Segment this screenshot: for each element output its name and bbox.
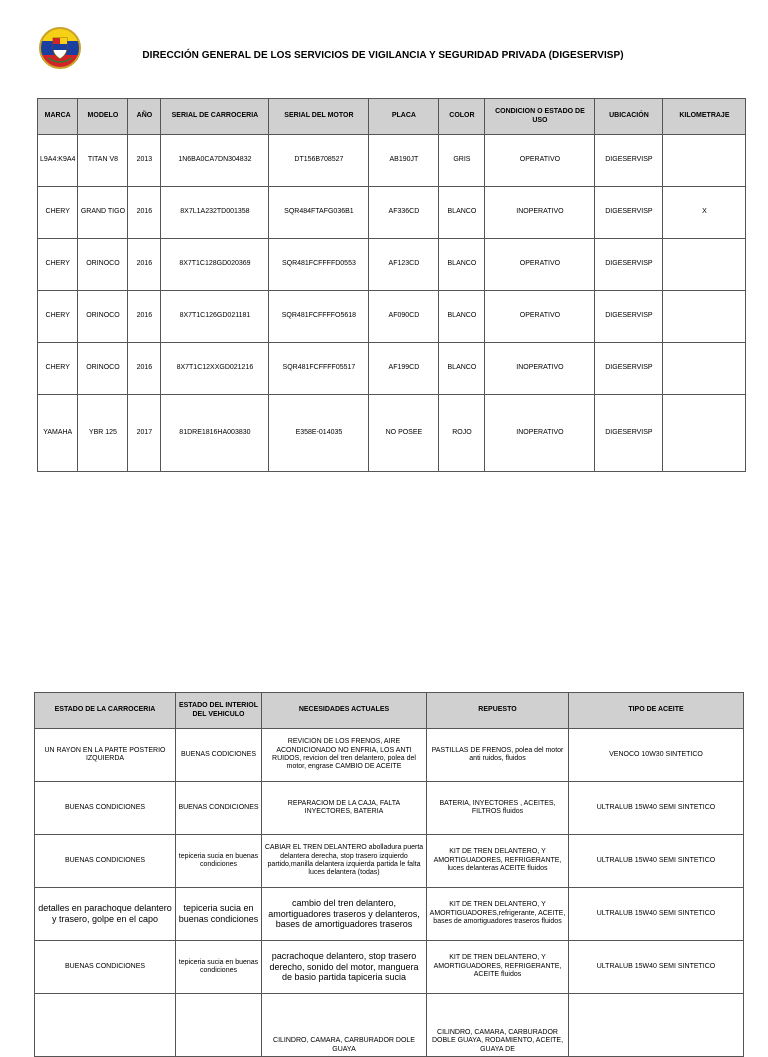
cell-necesidades: cambio del tren delantero, amortiguadores traseros y delanteros, bases de amortiguadores traseros bbox=[262, 888, 427, 941]
cell-estado-interior bbox=[176, 994, 262, 1057]
cell-ano: 2013 bbox=[128, 135, 161, 187]
cell-modelo: ORINOCO bbox=[78, 343, 128, 395]
cell-tipo-aceite: ULTRALUB 15W40 SEMI SINTETICO bbox=[569, 941, 744, 994]
vehicle-condition-table bbox=[34, 692, 744, 1057]
cell-estado-carroceria: BUENAS CONDICIONES bbox=[35, 782, 176, 835]
cell-condicion: OPERATIVO bbox=[485, 239, 595, 291]
cell-color: ROJO bbox=[439, 395, 485, 472]
header-serial-motor: SERIAL DEL MOTOR bbox=[269, 99, 369, 135]
cell-ano: 2016 bbox=[128, 187, 161, 239]
table-row bbox=[35, 782, 744, 835]
cell-estado-carroceria: detalles en parachoque delantero y trasero, golpe en el capo bbox=[35, 888, 176, 941]
cell-serial-motor: DT156B708527 bbox=[269, 135, 369, 187]
cell-repuesto: KIT DE TREN DELANTERO, Y AMORTIGUADORES, REFRIGERANTE, luces delanteras ACEITE fluidos bbox=[427, 835, 569, 888]
table-row bbox=[38, 135, 746, 187]
cell-condicion: INOPERATIVO bbox=[485, 343, 595, 395]
cell-estado-carroceria bbox=[35, 994, 176, 1057]
cell-kilometraje bbox=[663, 135, 746, 187]
table-row bbox=[35, 835, 744, 888]
cell-kilometraje bbox=[663, 239, 746, 291]
cell-repuesto: KIT DE TREN DELANTERO, Y AMORTIGUADORES,refrigerante, ACEITE, bases de amortiguadores traseros fluidos bbox=[427, 888, 569, 941]
cell-serial-motor: SQR484FTAFG036B1 bbox=[269, 187, 369, 239]
cell-condicion: OPERATIVO bbox=[485, 135, 595, 187]
venezuela-coat-of-arms-logo bbox=[36, 24, 84, 72]
cell-kilometraje: X bbox=[663, 187, 746, 239]
cell-repuesto: CILINDRO, CAMARA, CARBURADOR DOBLE GUAYA, RODAMIENTO, ACEITE, GUAYA DE bbox=[427, 994, 569, 1057]
cell-necesidades: CABIAR EL TREN DELANTERO abolladura puerta delantera derecha, stop trasero izquierdo partido,manilla delantera izquierda partida le falta luces delantera (todas) bbox=[262, 835, 427, 888]
cell-placa: AF123CD bbox=[369, 239, 439, 291]
cell-color: GRIS bbox=[439, 135, 485, 187]
cell-estado-interior: tepiceria sucia en buenas condiciones bbox=[176, 941, 262, 994]
cell-marca: CHERY bbox=[38, 239, 78, 291]
cell-necesidades: REVICION DE LOS FRENOS, AIRE ACONDICIONADO NO ENFRIA, LOS ANTI RUIDOS, revicion del tren delantero, polea del motor, engrase CAMBIO DE ACEITE bbox=[262, 729, 427, 782]
header-modelo: MODELO bbox=[78, 99, 128, 135]
cell-placa: AF199CD bbox=[369, 343, 439, 395]
header-serial-carroceria: SERIAL DE CARROCERIA bbox=[161, 99, 269, 135]
header-placa: PLACA bbox=[369, 99, 439, 135]
cell-marca: CHERY bbox=[38, 291, 78, 343]
table-header-row bbox=[35, 693, 744, 729]
table-row bbox=[38, 239, 746, 291]
cell-ubicacion: DIGESERVISP bbox=[595, 395, 663, 472]
cell-ano: 2017 bbox=[128, 395, 161, 472]
cell-serial-motor: SQR481FCFFFFO5618 bbox=[269, 291, 369, 343]
cell-condicion: OPERATIVO bbox=[485, 291, 595, 343]
cell-ubicacion: DIGESERVISP bbox=[595, 187, 663, 239]
cell-estado-carroceria: BUENAS CONDICIONES bbox=[35, 835, 176, 888]
cell-necesidades: REPARACIOM DE LA CAJA, FALTA INYECTORES, BATERIA bbox=[262, 782, 427, 835]
cell-serial-carroceria: 1N6BA0CA7DN304832 bbox=[161, 135, 269, 187]
cell-tipo-aceite: ULTRALUB 15W40 SEMI SINTETICO bbox=[569, 888, 744, 941]
cell-serial-carroceria: 8X7L1A232TD001358 bbox=[161, 187, 269, 239]
cell-tipo-aceite: ULTRALUB 15W40 SEMI SINTETICO bbox=[569, 835, 744, 888]
cell-placa: NO POSEE bbox=[369, 395, 439, 472]
vehicle-inventory-table bbox=[37, 98, 746, 472]
cell-serial-motor: SQR481FCFFFFD0553 bbox=[269, 239, 369, 291]
cell-modelo: YBR 125 bbox=[78, 395, 128, 472]
cell-serial-carroceria: 81DRE1816HA003830 bbox=[161, 395, 269, 472]
table-row bbox=[35, 888, 744, 941]
header-condicion: CONDICION O ESTADO DE USO bbox=[485, 99, 595, 135]
cell-ubicacion: DIGESERVISP bbox=[595, 343, 663, 395]
cell-condicion: INOPERATIVO bbox=[485, 395, 595, 472]
cell-placa: AF090CD bbox=[369, 291, 439, 343]
cell-estado-carroceria: UN RAYON EN LA PARTE POSTERIO IZQUIERDA bbox=[35, 729, 176, 782]
cell-ubicacion: DIGESERVISP bbox=[595, 135, 663, 187]
header-necesidades: NECESIDADES ACTUALES bbox=[262, 693, 427, 729]
cell-condicion: INOPERATIVO bbox=[485, 187, 595, 239]
cell-placa: AF336CD bbox=[369, 187, 439, 239]
cell-ano: 2016 bbox=[128, 239, 161, 291]
table-header-row bbox=[38, 99, 746, 135]
table-row bbox=[35, 729, 744, 782]
cell-necesidades: CILINDRO, CAMARA, CARBURADOR DOLE GUAYA bbox=[262, 994, 427, 1057]
cell-kilometraje bbox=[663, 343, 746, 395]
cell-color: BLANCO bbox=[439, 239, 485, 291]
header-kilometraje: KILOMETRAJE bbox=[663, 99, 746, 135]
cell-modelo: ORINOCO bbox=[78, 239, 128, 291]
cell-necesidades: pacrachoque delantero, stop trasero derecho, sonido del motor, manguera de basio partida tapiceria sucia bbox=[262, 941, 427, 994]
cell-estado-carroceria: BUENAS CONDICIONES bbox=[35, 941, 176, 994]
header-estado-interior: ESTADO DEL INTERIOL DEL VEHICULO bbox=[176, 693, 262, 729]
cell-serial-carroceria: 8X7T1C12XXGD021216 bbox=[161, 343, 269, 395]
cell-estado-interior: tepiceria sucia en buenas condiciones bbox=[176, 888, 262, 941]
cell-serial-motor: SQR481FCFFFF05517 bbox=[269, 343, 369, 395]
header-ano: AÑO bbox=[128, 99, 161, 135]
cell-serial-carroceria: 8X7T1C128GD020369 bbox=[161, 239, 269, 291]
table-row bbox=[35, 994, 744, 1057]
cell-tipo-aceite: ULTRALUB 15W40 SEMI SINTETICO bbox=[569, 782, 744, 835]
table-row bbox=[38, 395, 746, 472]
cell-marca: YAMAHA bbox=[38, 395, 78, 472]
cell-modelo: TITAN V8 bbox=[78, 135, 128, 187]
cell-serial-carroceria: 8X7T1C126GD021181 bbox=[161, 291, 269, 343]
cell-modelo: ORINOCO bbox=[78, 291, 128, 343]
cell-color: BLANCO bbox=[439, 343, 485, 395]
table-row bbox=[38, 187, 746, 239]
cell-ubicacion: DIGESERVISP bbox=[595, 239, 663, 291]
cell-ubicacion: DIGESERVISP bbox=[595, 291, 663, 343]
header-estado-carroceria: ESTADO DE LA CARROCERIA bbox=[35, 693, 176, 729]
cell-marca: CHERY bbox=[38, 343, 78, 395]
cell-repuesto: KIT DE TREN DELANTERO, Y AMORTIGUADORES, REFRIGERANTE, ACEITE fluidos bbox=[427, 941, 569, 994]
cell-estado-interior: BUENAS CODICIONES bbox=[176, 729, 262, 782]
cell-ano: 2016 bbox=[128, 343, 161, 395]
cell-repuesto: BATERIA, INYECTORES , ACEITES, FILTROS fluidos bbox=[427, 782, 569, 835]
cell-marca: CHERY bbox=[38, 187, 78, 239]
cell-estado-interior: tepiceria sucia en buenas condiciones bbox=[176, 835, 262, 888]
cell-kilometraje bbox=[663, 291, 746, 343]
cell-color: BLANCO bbox=[439, 187, 485, 239]
header-color: COLOR bbox=[439, 99, 485, 135]
cell-color: BLANCO bbox=[439, 291, 485, 343]
header-tipo-aceite: TIPO DE ACEITE bbox=[569, 693, 744, 729]
cell-marca: L9A4:K9A4 bbox=[38, 135, 78, 187]
cell-tipo-aceite bbox=[569, 994, 744, 1057]
table-row bbox=[38, 343, 746, 395]
table-row bbox=[38, 291, 746, 343]
header-ubicacion: UBICACIÓN bbox=[595, 99, 663, 135]
cell-ano: 2016 bbox=[128, 291, 161, 343]
cell-tipo-aceite: VENOCO 10W30 SINTETICO bbox=[569, 729, 744, 782]
cell-modelo: GRAND TIGO bbox=[78, 187, 128, 239]
cell-serial-motor: E358E-014035 bbox=[269, 395, 369, 472]
header-repuesto: REPUESTO bbox=[427, 693, 569, 729]
cell-placa: AB190JT bbox=[369, 135, 439, 187]
table-row bbox=[35, 941, 744, 994]
cell-repuesto: PASTILLAS DE FRENOS, polea del motor anti ruidos, fluidos bbox=[427, 729, 569, 782]
cell-kilometraje bbox=[663, 395, 746, 472]
cell-estado-interior: BUENAS CONDICIONES bbox=[176, 782, 262, 835]
header-marca: MARCA bbox=[38, 99, 78, 135]
page-title: DIRECCIÓN GENERAL DE LOS SERVICIOS DE VIGILANCIA Y SEGURIDAD PRIVADA (DIGESERVISP) bbox=[142, 50, 624, 61]
